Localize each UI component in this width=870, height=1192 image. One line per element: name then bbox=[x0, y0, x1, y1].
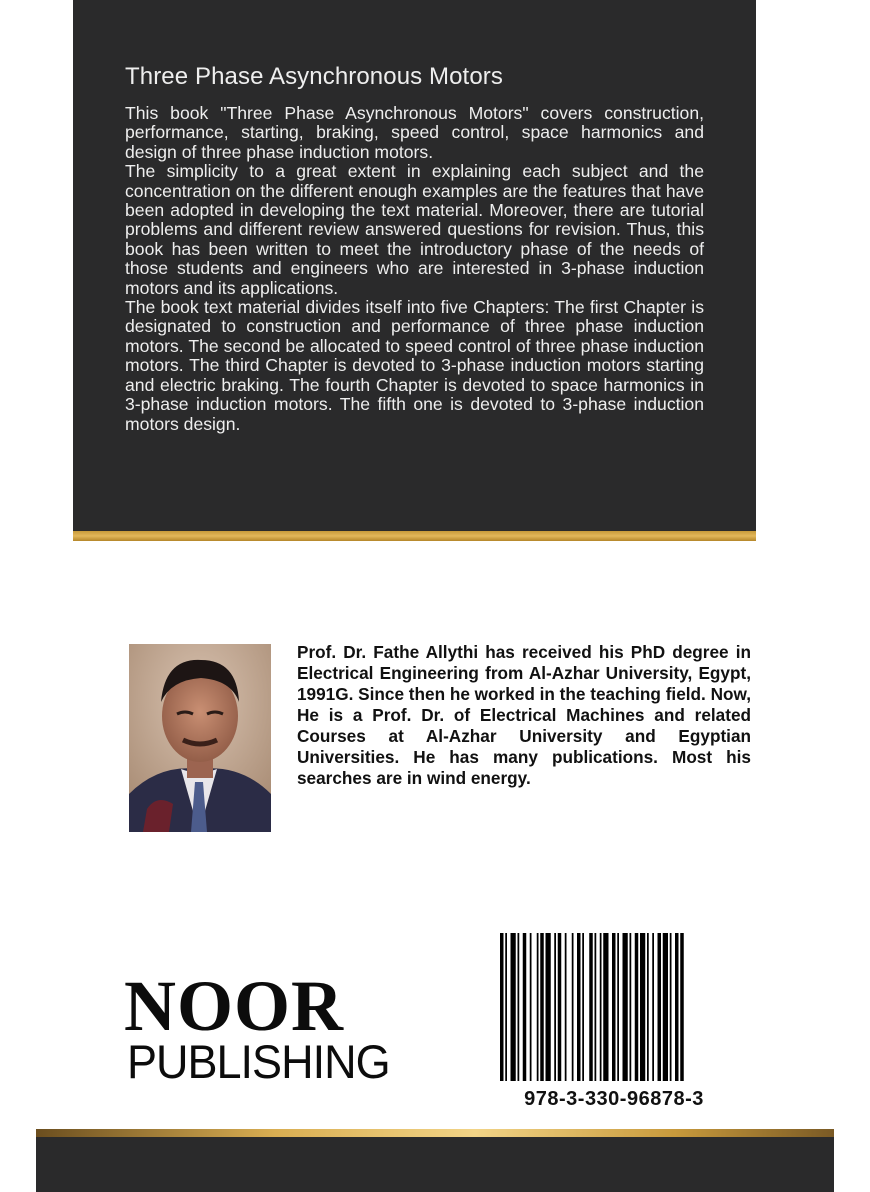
barcode-bars bbox=[500, 933, 728, 1081]
barcode-bar bbox=[537, 933, 539, 1081]
barcode-bar bbox=[612, 933, 616, 1081]
barcode-bar bbox=[617, 933, 619, 1081]
barcode-bar bbox=[635, 933, 639, 1081]
back-cover-description-panel bbox=[73, 0, 756, 531]
barcode-bar bbox=[546, 933, 551, 1081]
isbn-number: 978-3-330-96878-3 bbox=[524, 1088, 704, 1110]
description-paragraph-3: The book text material divides itself into five Chapters: The first Chapter is designated to construction and performance of three phase induction motors. The second be allocated to speed control of three phase induction motors. The third Chapter is devoted to 3-phase induction motors starting and electric braking. The fourth Chapter is devoted to space harmonics in 3-phase induction motors. The fifth one is devoted to 3-phase induction motors design. bbox=[125, 297, 704, 434]
barcode-bar bbox=[565, 933, 567, 1081]
bottom-dark-band bbox=[36, 1137, 834, 1192]
publisher-logo-publishing: PUBLISHING bbox=[127, 1035, 390, 1089]
author-photo bbox=[129, 644, 271, 832]
barcode-bar bbox=[600, 933, 602, 1081]
barcode-bar bbox=[595, 933, 597, 1081]
description-paragraph-2: The simplicity to a great extent in explaining each subject and the concentration on the different enough examples are the features that have been adopted in developing the text material. Moreover, there are tutorial problems and different review answered questions for revision. Thus, this book has been written to meet the introductory phase of the needs of those students and engineers who are interested in 3-phase induction motors and its applications. bbox=[125, 161, 704, 298]
barcode-bar bbox=[640, 933, 645, 1081]
barcode-bar bbox=[530, 933, 532, 1081]
barcode-bar bbox=[540, 933, 544, 1081]
barcode-bar bbox=[572, 933, 574, 1081]
barcode-bar bbox=[623, 933, 628, 1081]
isbn-barcode bbox=[494, 930, 734, 1082]
gold-divider-top bbox=[73, 531, 756, 541]
book-title: Three Phase Asynchronous Motors bbox=[125, 63, 503, 90]
barcode-bar bbox=[523, 933, 527, 1081]
barcode-bar bbox=[589, 933, 593, 1081]
book-description bbox=[125, 104, 704, 434]
barcode-bar bbox=[603, 933, 608, 1081]
barcode-bar bbox=[558, 933, 562, 1081]
barcode-bar bbox=[554, 933, 556, 1081]
barcode-bar bbox=[630, 933, 632, 1081]
description-paragraph-1: This book "Three Phase Asynchronous Motors" covers construction, performance, starting, braking, speed control, space harmonics and design of three phase induction motors. bbox=[125, 103, 704, 162]
barcode-bar bbox=[652, 933, 654, 1081]
barcode-bar bbox=[518, 933, 520, 1081]
barcode-bar bbox=[675, 933, 679, 1081]
barcode-bar bbox=[647, 933, 649, 1081]
barcode-bar bbox=[505, 933, 507, 1081]
author-portrait-image bbox=[129, 644, 271, 832]
publisher-logo-noor: NOOR bbox=[124, 966, 344, 1046]
barcode-bar bbox=[658, 933, 662, 1081]
barcode-bar bbox=[680, 933, 684, 1081]
author-bio: Prof. Dr. Fathe Allythi has received his PhD degree in Electrical Engineering from Al-Azhar University, Egypt, 1991G. Since then he worked in the teaching field. Now, He is a Prof. Dr. of Electrical Machines and related Courses at Al-Azhar University and Egyptian Universities. He has many publications. Most his searches are in wind energy. bbox=[297, 642, 751, 788]
barcode-bar bbox=[670, 933, 672, 1081]
barcode-bar bbox=[582, 933, 584, 1081]
barcode-bar bbox=[663, 933, 668, 1081]
barcode-bar bbox=[577, 933, 581, 1081]
gold-divider-bottom bbox=[36, 1129, 834, 1137]
barcode-bar bbox=[511, 933, 516, 1081]
barcode-bar bbox=[500, 933, 504, 1081]
